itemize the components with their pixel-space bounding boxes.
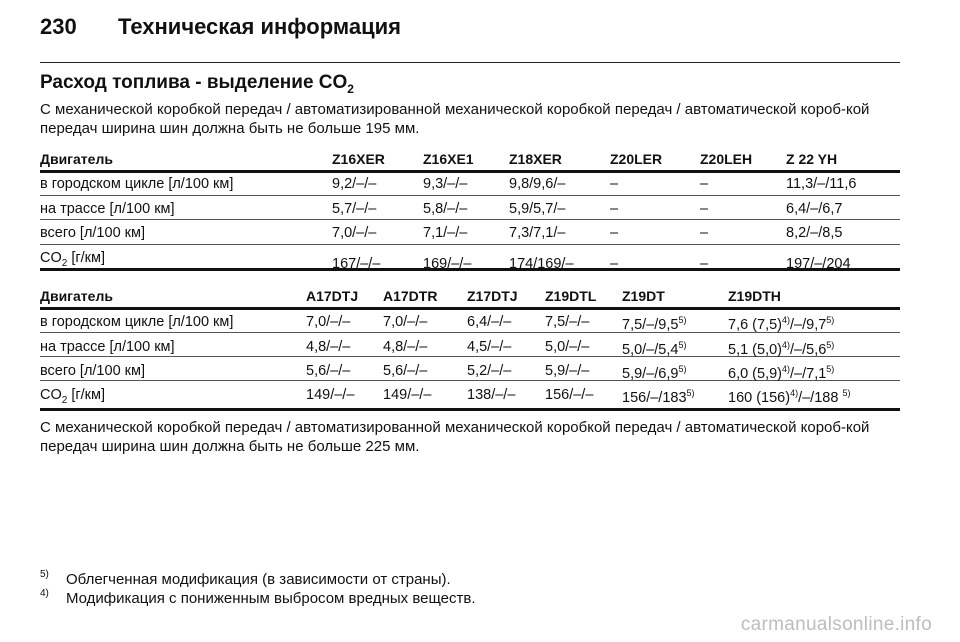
row-label [40, 201, 175, 217]
table-cell [306, 387, 354, 403]
cell-value: 6,4/–/– [467, 314, 512, 330]
cell-value-cont: /–/7,1 [790, 366, 827, 382]
cell-value: 138/–/– [467, 387, 516, 403]
table-cell: 7,3/7,1/– [509, 225, 566, 241]
table-cell: 169/–/– [423, 256, 472, 272]
intro-paragraph-195: С механической коробкой передач / автоматизированной механической коробкой передач / автоматической короб-кой передач ширина шин должна быть не больше 195 мм. [40, 101, 870, 137]
table-cell: 9,3/–/– [423, 176, 468, 192]
cell-value: 5,0/–/5,4 [622, 342, 679, 358]
column-header-model: Z19DTH [728, 288, 781, 304]
cell-value: 7,6 (7,5) [728, 317, 782, 333]
cell-value: 5,1 (5,0) [728, 342, 782, 358]
cell-value: 5,2/–/– [467, 363, 512, 379]
watermark: carmanualsonline.info [740, 614, 932, 635]
table-cell [622, 364, 686, 382]
table-cell [545, 339, 589, 355]
footnote-ref: 5) [826, 364, 835, 374]
table-rule [40, 195, 900, 196]
footnote-text: Облегченная модификация (в зависимости от страны). [66, 571, 451, 588]
table-cell [383, 387, 431, 403]
table-cell [467, 387, 515, 403]
cell-value: 5,9/–/6,9 [622, 366, 679, 382]
column-header-model: Z18XER [509, 151, 562, 167]
table-cell [467, 339, 511, 355]
row-label [40, 250, 105, 269]
table-cell: 9,8/9,6/– [509, 176, 566, 192]
cell-value: 7,0/–/– [383, 314, 428, 330]
footnote-mark: 4) [40, 588, 49, 599]
table-cell: 5,9/5,7/– [509, 201, 566, 217]
table-cell [728, 388, 850, 406]
footnote-ref: 5) [826, 340, 835, 350]
table-cell: 174/169/– [509, 256, 574, 272]
table-cell [728, 340, 834, 358]
row-label-unit: [г/км] [67, 250, 106, 266]
table-cell: 8,2/–/8,5 [786, 225, 843, 241]
row-label-text: в городском цикле [л/100 км] [40, 176, 234, 192]
footnote-ref: 5) [842, 388, 851, 398]
column-header-model: Z19DTL [545, 288, 597, 304]
table-cell [383, 339, 427, 355]
table-cell: – [610, 201, 619, 217]
footnote-ref: 5) [826, 315, 835, 325]
table-cell: – [610, 225, 619, 241]
table-cell: – [610, 176, 619, 192]
cell-value: 4,5/–/– [467, 339, 512, 355]
table-cell [622, 315, 686, 333]
table-cell: 9,2/–/– [332, 176, 377, 192]
table-cell: 7,1/–/– [423, 225, 468, 241]
row-label [40, 225, 145, 241]
header-divider [40, 62, 900, 63]
row-label-text: CO [40, 387, 62, 403]
table-cell: 197/–/204 [786, 256, 851, 272]
cell-value: 149/–/– [306, 387, 355, 403]
page-header-title: Техническая информация [118, 14, 401, 39]
row-label [40, 387, 105, 406]
row-label-text: на трассе [л/100 км] [40, 339, 175, 355]
footnote-text: Модификация с пониженным выбросом вредных веществ. [66, 590, 476, 607]
row-label-unit: [г/км] [67, 387, 106, 403]
table-rule [40, 219, 900, 220]
cell-value: 4,8/–/– [383, 339, 428, 355]
column-header-model: A17DTR [383, 288, 438, 304]
footnote-ref: 4) [790, 388, 799, 398]
footnote-ref: 5) [678, 315, 687, 325]
column-header-model: Z16XER [332, 151, 385, 167]
cell-value: 7,5/–/9,5 [622, 317, 679, 333]
table-cell: 5,7/–/– [332, 201, 377, 217]
cell-value: 160 (156) [728, 390, 791, 406]
footnote-ref: 4) [782, 315, 791, 325]
table-cell [306, 314, 350, 330]
row-label-subscript: 2 [61, 394, 68, 406]
table-cell: 6,4/–/6,7 [786, 201, 843, 217]
table-cell [467, 314, 511, 330]
table-cell [728, 364, 834, 382]
row-label [40, 176, 233, 192]
cell-value: 7,5/–/– [545, 314, 590, 330]
cell-value-cont: /–/9,7 [790, 317, 827, 333]
row-label [40, 314, 233, 330]
table-cell [383, 363, 427, 379]
cell-value: 5,9/–/– [545, 363, 590, 379]
intro-paragraph-225: С механической коробкой передач / автоматизированной механической коробкой передач / автоматической короб-кой передач ширина шин должна быть не больше 225 мм. [40, 419, 870, 455]
column-header-model: Z16XE1 [423, 151, 474, 167]
table-cell [622, 388, 695, 406]
section-title-text: Расход топлива - выделение CO [40, 72, 348, 93]
table-cell [545, 314, 589, 330]
column-header-model: Z20LEH [700, 151, 753, 167]
footnote-ref: 5) [678, 340, 687, 350]
column-header-model: Z19DT [622, 288, 665, 304]
column-header-engine: Двигатель [40, 151, 113, 167]
footnote-mark: 5) [40, 569, 49, 580]
row-label-text: всего [л/100 км] [40, 363, 145, 379]
table-cell: 11,3/–/11,6 [786, 176, 857, 192]
cell-value: 5,6/–/– [306, 363, 351, 379]
row-label-text: на трассе [л/100 км] [40, 201, 175, 217]
cell-value: 5,0/–/– [545, 339, 590, 355]
section-title-subscript: 2 [347, 81, 354, 96]
row-label [40, 363, 145, 379]
column-header-model: Z 22 YH [786, 151, 838, 167]
column-header-model: Z20LER [610, 151, 663, 167]
table-cell [545, 387, 593, 403]
row-label-text: CO [40, 250, 62, 266]
column-header-engine: Двигатель [40, 288, 113, 304]
cell-value: 4,8/–/– [306, 339, 351, 355]
cell-value: 5,6/–/– [383, 363, 428, 379]
table-cell [622, 340, 686, 358]
cell-value: 156/–/– [545, 387, 594, 403]
cell-value-cont: /–/188 [798, 390, 843, 406]
footnote-ref: 5) [678, 364, 687, 374]
table-cell: 7,0/–/– [332, 225, 377, 241]
row-label [40, 339, 175, 355]
table-rule [40, 307, 900, 310]
table-cell [728, 315, 834, 333]
cell-value-cont: /–/5,6 [790, 342, 827, 358]
table-cell: – [700, 225, 709, 241]
cell-value: 156/–/183 [622, 390, 687, 406]
table-cell: – [610, 256, 619, 272]
page-number: 230 [40, 14, 77, 39]
cell-value: 7,0/–/– [306, 314, 351, 330]
footnote-ref: 4) [782, 364, 791, 374]
cell-value: 149/–/– [383, 387, 432, 403]
footnote-ref: 4) [782, 340, 791, 350]
table-rule [40, 408, 900, 411]
column-header-model: Z17DTJ [467, 288, 518, 304]
row-label-text: в городском цикле [л/100 км] [40, 314, 234, 330]
row-label-subscript: 2 [61, 257, 68, 269]
table-cell [306, 363, 350, 379]
table-cell: – [700, 201, 709, 217]
table-cell [467, 363, 511, 379]
table-cell: – [700, 256, 709, 272]
footnote-ref: 5) [686, 388, 695, 398]
table-rule [40, 170, 900, 173]
row-label-text: всего [л/100 км] [40, 225, 145, 241]
table-cell: 167/–/– [332, 256, 381, 272]
table-cell [383, 314, 427, 330]
section-title [40, 72, 354, 96]
table-rule [40, 244, 900, 245]
table-cell: 5,8/–/– [423, 201, 468, 217]
table-cell [545, 363, 589, 379]
table-cell [306, 339, 350, 355]
column-header-model: A17DTJ [306, 288, 359, 304]
table-cell: – [700, 176, 709, 192]
cell-value: 6,0 (5,9) [728, 366, 782, 382]
